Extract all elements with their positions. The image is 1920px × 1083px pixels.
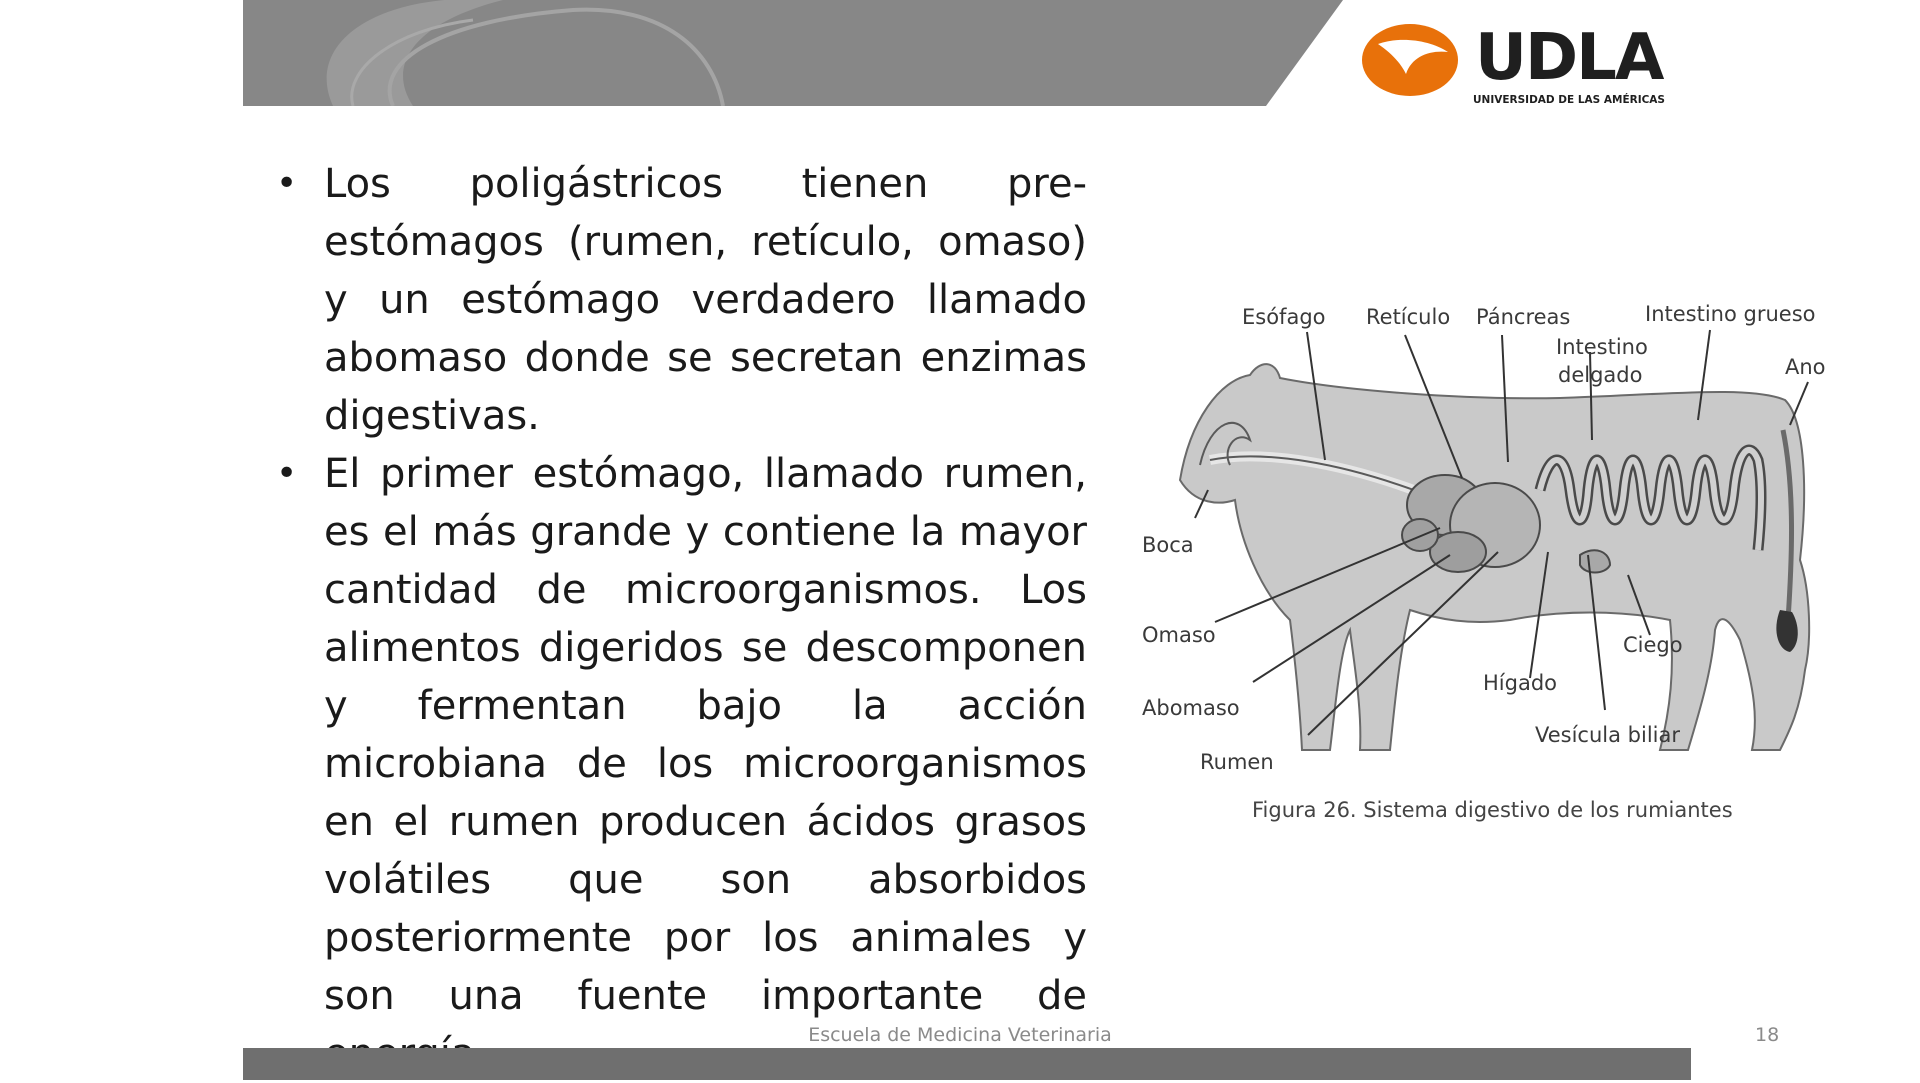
label-omaso: Omaso bbox=[1142, 623, 1216, 647]
bullet-list bbox=[272, 155, 1087, 1083]
bullet-item: • El primer estómago, llamado rumen, es el más grande y contiene la mayor cantidad de microorganismos. Los alimentos digeridos se descomponen y fermentan bajo la acción microbiana de los microorganismos en el rumen producen ácidos grasos volátiles que son absorbidos posteriormente por los animales y son una fuente importante de bbox=[272, 445, 1087, 1083]
label-intestino-delgado-line1: Intestino bbox=[1556, 335, 1648, 359]
footer-school-name: Escuela de Medicina Veterinaria bbox=[808, 1024, 1112, 1046]
label-boca: Boca bbox=[1142, 533, 1194, 557]
label-ciego: Ciego bbox=[1623, 633, 1683, 657]
label-esofago: Esófago bbox=[1242, 305, 1326, 329]
ruminant-illustration bbox=[1140, 290, 1840, 830]
label-rumen: Rumen bbox=[1200, 750, 1274, 774]
label-pancreas: Páncreas bbox=[1476, 305, 1571, 329]
footer-bar bbox=[243, 1048, 1691, 1080]
label-intestino-delgado-line2: delgado bbox=[1558, 363, 1643, 387]
udla-logo bbox=[1360, 20, 1670, 112]
ruminant-digestive-diagram bbox=[1140, 290, 1840, 830]
page-number: 18 bbox=[1755, 1024, 1780, 1046]
header-band bbox=[243, 0, 1343, 106]
label-ano: Ano bbox=[1785, 355, 1826, 379]
udla-logo-mark-icon bbox=[1360, 22, 1464, 98]
label-vesicula-biliar: Vesícula biliar bbox=[1535, 723, 1681, 747]
header-swirl-decoration bbox=[243, 0, 1343, 106]
label-intestino-grueso: Intestino grueso bbox=[1645, 302, 1816, 326]
logo-subtitle: UNIVERSIDAD DE LAS AMÉRICAS bbox=[1473, 94, 1665, 106]
bullet-item: • Los poligástricos tienen pre-estómagos (rumen, retículo, omaso) y un estómago verdadero llamado abomaso donde se secretan enzimas digestivas. bbox=[272, 155, 1087, 445]
label-reticulo: Retículo bbox=[1366, 305, 1451, 329]
logo-wordmark: UDLA bbox=[1475, 21, 1663, 95]
label-higado: Hígado bbox=[1483, 671, 1558, 695]
label-abomaso: Abomaso bbox=[1142, 696, 1240, 720]
figure-caption: Figura 26. Sistema digestivo de los rumiantes bbox=[1252, 798, 1733, 822]
